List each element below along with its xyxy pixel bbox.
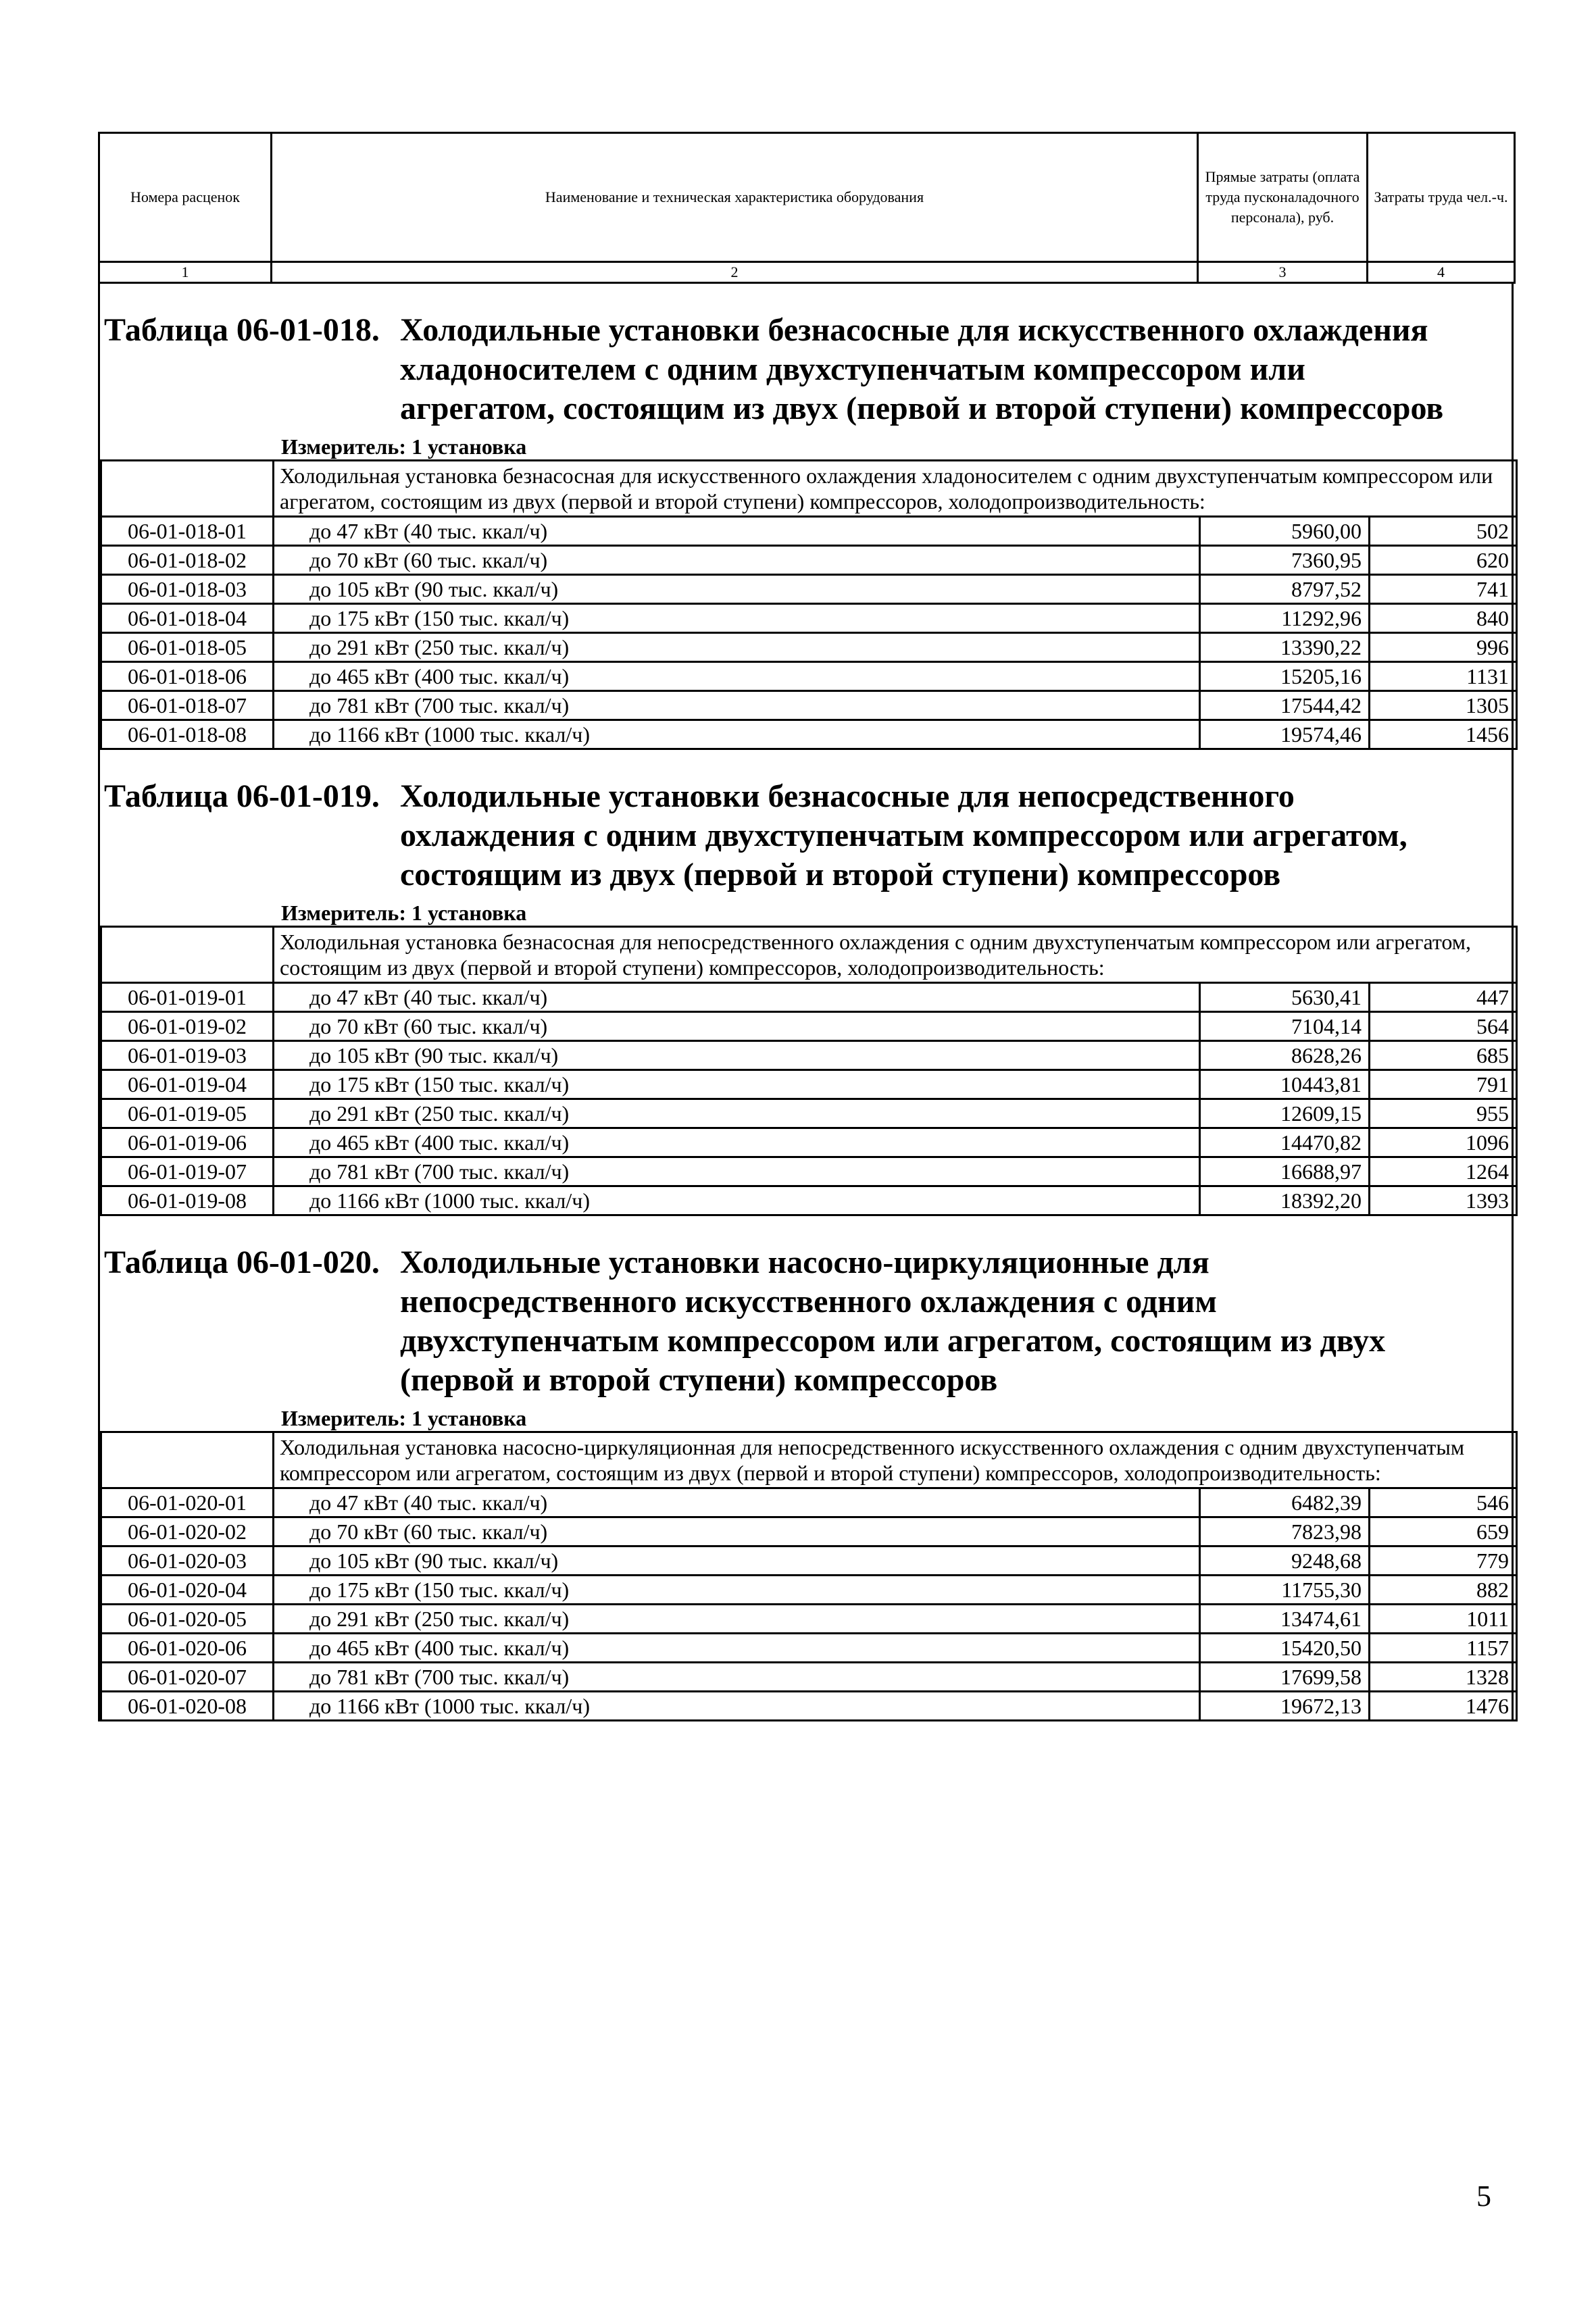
equipment-capacity: до 47 кВт (40 тыс. ккал/ч) <box>274 983 1200 1012</box>
description-spacer <box>101 461 274 517</box>
labor-cost: 779 <box>1370 1546 1517 1576</box>
rate-table-section <box>98 284 1514 750</box>
equipment-capacity: до 175 кВт (150 тыс. ккал/ч) <box>274 1070 1200 1099</box>
direct-cost: 17544,42 <box>1200 691 1370 720</box>
table-row <box>101 1488 1517 1517</box>
direct-cost: 17699,58 <box>1200 1663 1370 1692</box>
header-name: Наименование и техническая характеристика оборудования <box>272 133 1198 262</box>
direct-cost: 5630,41 <box>1200 983 1370 1012</box>
rate-code: 06-01-019-03 <box>101 1041 274 1070</box>
rate-code: 06-01-018-05 <box>101 633 274 662</box>
rate-code: 06-01-020-06 <box>101 1634 274 1663</box>
equipment-capacity: до 70 кВт (60 тыс. ккал/ч) <box>274 1012 1200 1041</box>
direct-cost: 18392,20 <box>1200 1186 1370 1215</box>
table-title-line: состоящим из двух (первой и второй ступени) компрессоров <box>400 857 1281 892</box>
direct-cost: 13474,61 <box>1200 1605 1370 1634</box>
equipment-capacity: до 175 кВт (150 тыс. ккал/ч) <box>274 604 1200 633</box>
table-row <box>101 1634 1517 1663</box>
equipment-capacity: до 105 кВт (90 тыс. ккал/ч) <box>274 575 1200 604</box>
direct-cost: 14470,82 <box>1200 1128 1370 1157</box>
labor-cost: 1011 <box>1370 1605 1517 1634</box>
labor-cost: 685 <box>1370 1041 1517 1070</box>
rate-table-section <box>98 1216 1514 1721</box>
table-row <box>101 983 1517 1012</box>
table-row <box>101 575 1517 604</box>
direct-cost: 8797,52 <box>1200 575 1370 604</box>
direct-cost: 7104,14 <box>1200 1012 1370 1041</box>
table-row <box>101 1128 1517 1157</box>
table-row <box>101 1041 1517 1070</box>
labor-cost: 620 <box>1370 546 1517 575</box>
table-row <box>101 1546 1517 1576</box>
table-title <box>100 284 1512 434</box>
rate-code: 06-01-019-06 <box>101 1128 274 1157</box>
equipment-capacity: до 105 кВт (90 тыс. ккал/ч) <box>274 1546 1200 1576</box>
labor-cost: 1157 <box>1370 1634 1517 1663</box>
rate-code: 06-01-019-07 <box>101 1157 274 1186</box>
equipment-capacity: до 781 кВт (700 тыс. ккал/ч) <box>274 1663 1200 1692</box>
table-row <box>101 1663 1517 1692</box>
direct-cost: 11755,30 <box>1200 1576 1370 1605</box>
rate-code: 06-01-018-08 <box>101 720 274 749</box>
labor-cost: 1476 <box>1370 1692 1517 1721</box>
equipment-capacity: до 47 кВт (40 тыс. ккал/ч) <box>274 517 1200 546</box>
direct-cost: 6482,39 <box>1200 1488 1370 1517</box>
header-labor: Затраты труда чел.-ч. <box>1368 133 1515 262</box>
table-title-line: (первой и второй ступени) компрессоров <box>400 1362 998 1398</box>
direct-cost: 19574,46 <box>1200 720 1370 749</box>
rate-code: 06-01-018-04 <box>101 604 274 633</box>
labor-cost: 1393 <box>1370 1186 1517 1215</box>
table-row <box>101 662 1517 691</box>
rate-tables <box>98 284 1514 1721</box>
labor-cost: 791 <box>1370 1070 1517 1099</box>
rate-code: 06-01-020-07 <box>101 1663 274 1692</box>
table-row <box>101 691 1517 720</box>
header-num-4: 4 <box>1368 262 1515 283</box>
direct-cost: 8628,26 <box>1200 1041 1370 1070</box>
rate-code: 06-01-020-01 <box>101 1488 274 1517</box>
rate-code: 06-01-019-04 <box>101 1070 274 1099</box>
table-description: Холодильная установка безнасосная для непосредственного охлаждения с одним двухступенчатым компрессором или агрегатом, состоящим из двух (первой и второй ступени) компрессоров, холодопроизводительность: <box>274 927 1517 983</box>
header-num-1: 1 <box>99 262 272 283</box>
table-row <box>101 1099 1517 1128</box>
labor-cost: 1456 <box>1370 720 1517 749</box>
equipment-capacity: до 105 кВт (90 тыс. ккал/ч) <box>274 1041 1200 1070</box>
equipment-capacity: до 291 кВт (250 тыс. ккал/ч) <box>274 1099 1200 1128</box>
equipment-capacity: до 1166 кВт (1000 тыс. ккал/ч) <box>274 1692 1200 1721</box>
labor-cost: 741 <box>1370 575 1517 604</box>
rate-code: 06-01-020-05 <box>101 1605 274 1634</box>
table-number: Таблица 06-01-020. <box>104 1244 380 1280</box>
rate-code: 06-01-018-07 <box>101 691 274 720</box>
direct-cost: 10443,81 <box>1200 1070 1370 1099</box>
table-row <box>101 1576 1517 1605</box>
table-title-line: Холодильные установки безнасосные для непосредственного <box>400 778 1295 814</box>
description-spacer <box>101 927 274 983</box>
table-row <box>101 1605 1517 1634</box>
labor-cost: 564 <box>1370 1012 1517 1041</box>
table-title-line: агрегатом, состоящим из двух (первой и второй ступени) компрессоров <box>400 391 1444 426</box>
header-num-2: 2 <box>272 262 1198 283</box>
table-title <box>100 1216 1512 1405</box>
direct-cost: 15420,50 <box>1200 1634 1370 1663</box>
equipment-capacity: до 465 кВт (400 тыс. ккал/ч) <box>274 1128 1200 1157</box>
direct-cost: 15205,16 <box>1200 662 1370 691</box>
table-title-line: непосредственного искусственного охлаждения с одним <box>400 1284 1217 1319</box>
equipment-capacity: до 781 кВт (700 тыс. ккал/ч) <box>274 1157 1200 1186</box>
rates-table <box>100 459 1518 750</box>
labor-cost: 1131 <box>1370 662 1517 691</box>
direct-cost: 7823,98 <box>1200 1517 1370 1546</box>
table-meter: Измеритель: 1 установка <box>281 1406 527 1430</box>
rate-code: 06-01-020-04 <box>101 1576 274 1605</box>
direct-cost: 12609,15 <box>1200 1099 1370 1128</box>
labor-cost: 996 <box>1370 633 1517 662</box>
table-row <box>101 720 1517 749</box>
rate-code: 06-01-019-05 <box>101 1099 274 1128</box>
rate-code: 06-01-020-08 <box>101 1692 274 1721</box>
equipment-capacity: до 465 кВт (400 тыс. ккал/ч) <box>274 1634 1200 1663</box>
labor-cost: 502 <box>1370 517 1517 546</box>
direct-cost: 16688,97 <box>1200 1157 1370 1186</box>
column-header-table <box>98 132 1516 284</box>
table-row <box>101 633 1517 662</box>
table-row <box>101 517 1517 546</box>
equipment-capacity: до 781 кВт (700 тыс. ккал/ч) <box>274 691 1200 720</box>
rate-code: 06-01-019-01 <box>101 983 274 1012</box>
table-title-line: Холодильные установки безнасосные для искусственного охлаждения <box>400 312 1428 348</box>
table-meter: Измеритель: 1 установка <box>281 901 527 925</box>
labor-cost: 1328 <box>1370 1663 1517 1692</box>
table-row <box>101 546 1517 575</box>
labor-cost: 1305 <box>1370 691 1517 720</box>
table-description: Холодильная установка насосно-циркуляционная для непосредственного искусственного охлаждения с одним двухступенчатым компрессором или агрегатом, состоящим из двух (первой и второй ступени) компрессоров, холодопроизводительность: <box>274 1432 1517 1488</box>
rate-code: 06-01-020-02 <box>101 1517 274 1546</box>
rate-code: 06-01-020-03 <box>101 1546 274 1576</box>
table-title <box>100 750 1512 900</box>
header-num-3: 3 <box>1198 262 1368 283</box>
rate-code: 06-01-019-02 <box>101 1012 274 1041</box>
labor-cost: 882 <box>1370 1576 1517 1605</box>
labor-cost: 1264 <box>1370 1157 1517 1186</box>
equipment-capacity: до 47 кВт (40 тыс. ккал/ч) <box>274 1488 1200 1517</box>
rate-code: 06-01-018-02 <box>101 546 274 575</box>
equipment-capacity: до 291 кВт (250 тыс. ккал/ч) <box>274 1605 1200 1634</box>
table-meter: Измеритель: 1 установка <box>281 434 527 459</box>
rates-table <box>100 926 1518 1216</box>
rate-table-section <box>98 750 1514 1216</box>
direct-cost: 7360,95 <box>1200 546 1370 575</box>
equipment-capacity: до 1166 кВт (1000 тыс. ккал/ч) <box>274 1186 1200 1215</box>
description-spacer <box>101 1432 274 1488</box>
rates-table <box>100 1431 1518 1721</box>
rate-code: 06-01-019-08 <box>101 1186 274 1215</box>
table-number: Таблица 06-01-019. <box>104 778 380 814</box>
equipment-capacity: до 175 кВт (150 тыс. ккал/ч) <box>274 1576 1200 1605</box>
table-row <box>101 1186 1517 1215</box>
rate-code: 06-01-018-03 <box>101 575 274 604</box>
labor-cost: 1096 <box>1370 1128 1517 1157</box>
rate-code: 06-01-018-01 <box>101 517 274 546</box>
table-title-line: охлаждения с одним двухступенчатым компрессором или агрегатом, <box>400 818 1407 853</box>
table-row <box>101 1070 1517 1099</box>
table-row <box>101 1157 1517 1186</box>
equipment-capacity: до 1166 кВт (1000 тыс. ккал/ч) <box>274 720 1200 749</box>
direct-cost: 11292,96 <box>1200 604 1370 633</box>
table-row <box>101 1517 1517 1546</box>
labor-cost: 546 <box>1370 1488 1517 1517</box>
direct-cost: 13390,22 <box>1200 633 1370 662</box>
document-page <box>98 132 1514 1721</box>
direct-cost: 19672,13 <box>1200 1692 1370 1721</box>
labor-cost: 955 <box>1370 1099 1517 1128</box>
rate-code: 06-01-018-06 <box>101 662 274 691</box>
header-codes: Номера расценок <box>99 133 272 262</box>
labor-cost: 659 <box>1370 1517 1517 1546</box>
labor-cost: 840 <box>1370 604 1517 633</box>
table-title-line: Холодильные установки насосно-циркуляционные для <box>400 1244 1210 1280</box>
equipment-capacity: до 291 кВт (250 тыс. ккал/ч) <box>274 633 1200 662</box>
equipment-capacity: до 465 кВт (400 тыс. ккал/ч) <box>274 662 1200 691</box>
direct-cost: 9248,68 <box>1200 1546 1370 1576</box>
page-number: 5 <box>1476 2180 1491 2213</box>
table-row <box>101 1692 1517 1721</box>
table-title-line: хладоносителем с одним двухступенчатым компрессором или <box>400 351 1305 387</box>
labor-cost: 447 <box>1370 983 1517 1012</box>
header-direct-costs: Прямые затраты (оплата труда пусконаладочного персонала), руб. <box>1198 133 1368 262</box>
table-row <box>101 1012 1517 1041</box>
equipment-capacity: до 70 кВт (60 тыс. ккал/ч) <box>274 1517 1200 1546</box>
equipment-capacity: до 70 кВт (60 тыс. ккал/ч) <box>274 546 1200 575</box>
direct-cost: 5960,00 <box>1200 517 1370 546</box>
table-row <box>101 604 1517 633</box>
table-description: Холодильная установка безнасосная для искусственного охлаждения хладоносителем с одним двухступенчатым компрессором или агрегатом, состоящим из двух (первой и второй ступени) компрессоров, холодопроизводительность: <box>274 461 1517 517</box>
table-title-line: двухступенчатым компрессором или агрегатом, состоящим из двух <box>400 1323 1386 1359</box>
table-number: Таблица 06-01-018. <box>104 312 380 348</box>
